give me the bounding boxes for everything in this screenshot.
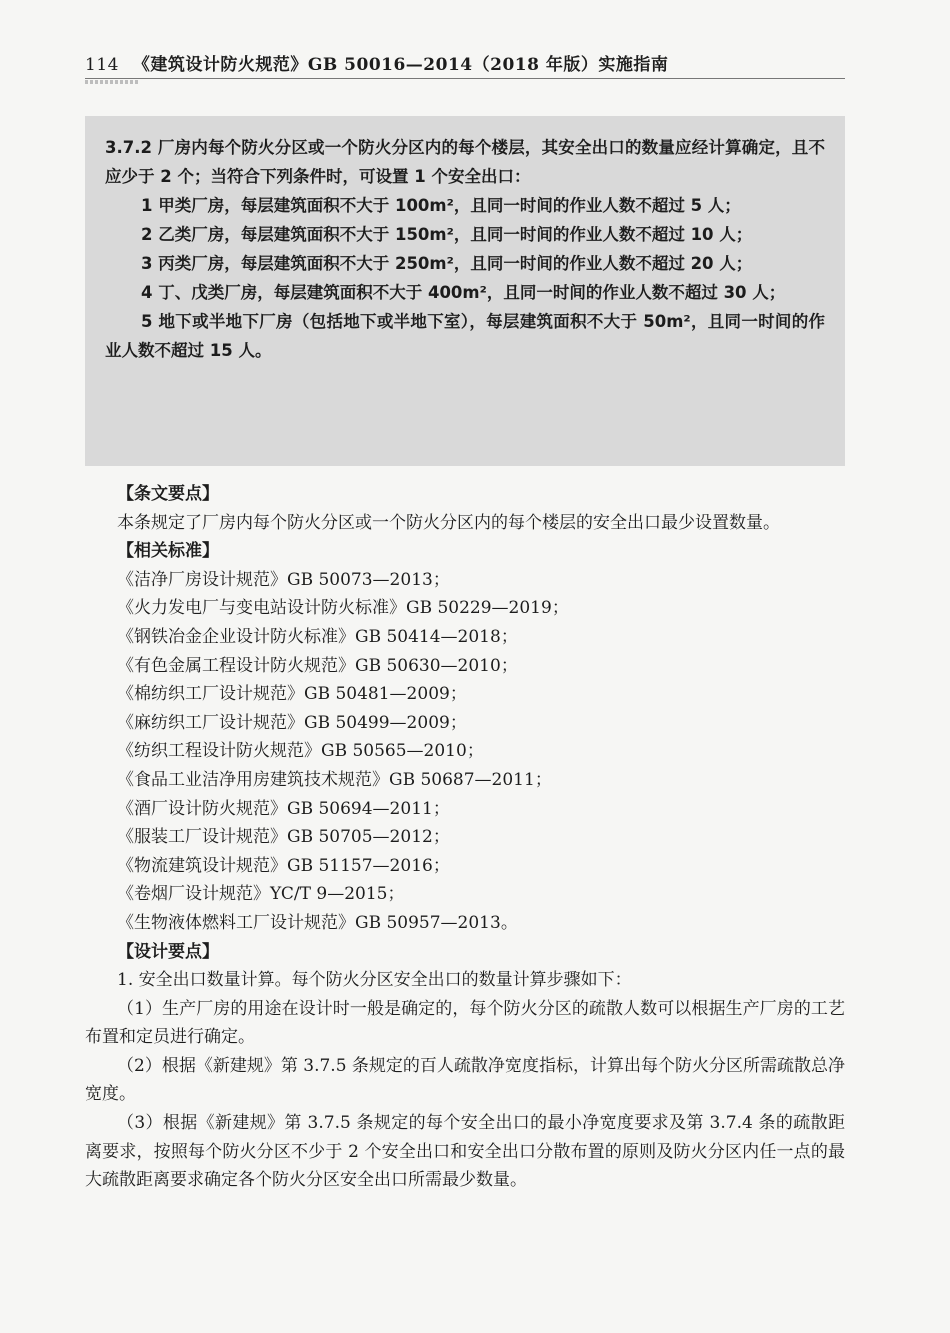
clause-item-1: 1 甲类厂房，每层建筑面积不大于 100m²，且同一时间的作业人数不超过 5 人； <box>141 196 741 215</box>
related-standard: 《酒厂设计防火规范》GB 50694—2011； <box>117 798 450 819</box>
running-header <box>85 50 845 75</box>
page-number: 114 <box>85 55 119 75</box>
clause-item-3: 3 丙类厂房，每层建筑面积不大于 250m²，且同一时间的作业人数不超过 20 人； <box>141 254 753 273</box>
clause-intro: 3.7.2 厂房内每个防火分区或一个防火分区内的每个楼层，其安全出口的数量应经计算确定，且不应少于 2 个；当符合下列条件时，可设置 1 个安全出口： <box>105 138 825 186</box>
related-standard: 《棉纺织工厂设计规范》GB 50481—2009； <box>117 684 467 705</box>
related-standard: 《服装工厂设计规范》GB 50705—2012； <box>117 827 450 848</box>
related-standard: 《钢铁冶金企业设计防火标准》GB 50414—2018； <box>117 626 518 647</box>
related-heading: 【相关标准】 <box>117 541 219 562</box>
design-paragraph: 1. 安全出口数量计算。每个防火分区安全出口的数量计算步骤如下： <box>117 970 632 991</box>
clause-item-4: 4 丁、戊类厂房，每层建筑面积不大于 400m²，且同一时间的作业人数不超过 30 人； <box>141 283 786 302</box>
clause-item-5: 5 地下或半地下厂房（包括地下或半地下室），每层建筑面积不大于 50m²，且同一时间的作业人数不超过 15 人。 <box>105 312 825 360</box>
design-heading: 【设计要点】 <box>117 941 219 962</box>
points-heading: 【条文要点】 <box>117 484 219 504</box>
commentary <box>85 480 845 1195</box>
design-paragraph: （1）生产厂房的用途在设计时一般是确定的，每个防火分区的疏散人数可以根据生产厂房的工艺布置和定员进行确定。 <box>85 998 845 1048</box>
header-rule <box>85 78 845 79</box>
design-paragraph: （2）根据《新建规》第 3.7.5 条规定的百人疏散净宽度指标，计算出每个防火分区所需疏散总净宽度。 <box>85 1055 845 1105</box>
related-standard: 《纺织工程设计防火规范》GB 50565—2010； <box>117 741 484 762</box>
related-standard: 《麻纺织工厂设计规范》GB 50499—2009； <box>117 712 467 733</box>
book-title: 《建筑设计防火规范》GB 50016—2014（2018 年版）实施指南 <box>132 55 669 75</box>
related-standard: 《洁净厂房设计规范》GB 50073—2013； <box>117 569 450 590</box>
design-paragraph: （3）根据《新建规》第 3.7.5 条规定的每个安全出口的最小净宽度要求及第 3.7.4 条的疏散距离要求，按照每个防火分区不少于 2 个安全出口和安全出口分散布置的原则及防火分区内任一点的最大疏散距离要求确定各个防火分区安全出口所需最少数量。 <box>85 1113 845 1191</box>
related-standard: 《卷烟厂设计规范》YC/T 9—2015； <box>117 884 405 905</box>
related-standard: 《物流建筑设计规范》GB 51157—2016； <box>117 855 450 876</box>
related-standard: 《生物液体燃料工厂设计规范》GB 50957—2013。 <box>117 912 518 933</box>
clause-box <box>85 116 845 466</box>
points-text: 本条规定了厂房内每个防火分区或一个防火分区内的每个楼层的安全出口最少设置数量。 <box>117 512 780 533</box>
related-standard: 《火力发电厂与变电站设计防火标准》GB 50229—2019； <box>117 598 569 619</box>
related-standard: 《食品工业洁净用房建筑技术规范》GB 50687—2011； <box>117 769 552 790</box>
related-standard: 《有色金属工程设计防火规范》GB 50630—2010； <box>117 655 518 676</box>
header-decoration <box>85 80 139 84</box>
clause-item-2: 2 乙类厂房，每层建筑面积不大于 150m²，且同一时间的作业人数不超过 10 人； <box>141 225 753 244</box>
